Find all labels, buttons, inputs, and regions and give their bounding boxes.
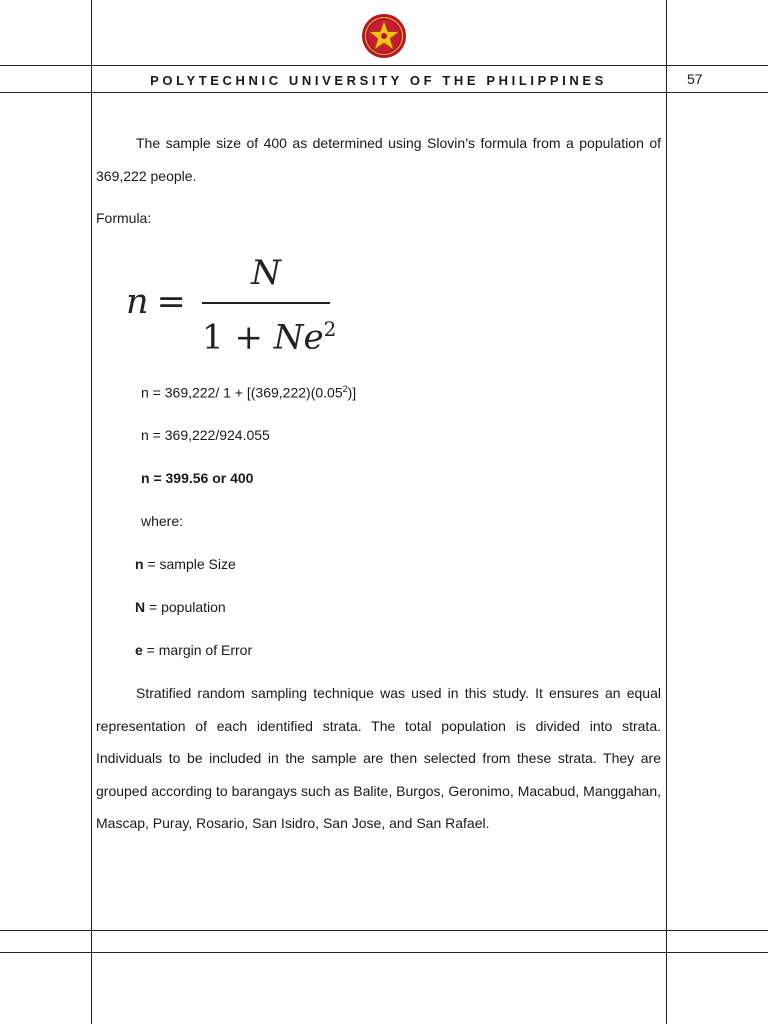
right-margin-line [666,0,667,1024]
definition-text: = population [145,599,226,615]
formula-equals: = [156,282,186,322]
footer-top-rule [0,930,768,931]
formula-lhs-var: n [126,282,149,322]
step1-main: n = 369,222/ 1 + [(369,222)(0.05 [141,384,343,401]
denominator-constant: 1 + [202,317,263,358]
header-bottom-rule [0,92,768,93]
calculation-step-2: n = 369,222/924.055 [141,427,270,443]
definition-text: = sample Size [143,556,236,572]
formula-label: Formula: [96,210,152,226]
step1-end: )] [347,384,357,401]
sampling-text: Stratified random sampling technique was used in this study. It ensures an equal representation of each identified strata. The total population is divided into strata. Individuals to be included in the sample are then selected from these strata. They are grouped according to barangays such as Balite, Burgos, Geronimo, Macabud, Manggahan, Mascap, Puray, Rosario, San Isidro, San Jose, and San Rafael. [96,685,661,832]
intro-paragraph [96,127,661,192]
definition-symbol: n [135,556,144,572]
footer-bottom-rule [0,952,768,953]
intro-text: The sample size of 400 as determined using Slovin’s formula from a population of 369,222 people. [96,135,661,184]
sampling-paragraph [96,677,661,840]
definition-symbol: e [135,642,143,658]
definition-n [135,556,236,572]
step1-exponent: 2 [342,384,348,394]
university-seal-logo [361,13,407,59]
calculation-step-1 [141,384,356,401]
formula-lhs [126,282,186,322]
definition-symbol: N [135,599,146,615]
where-label: where: [141,513,184,529]
formula-fraction [202,250,337,358]
left-margin-line [91,0,92,1024]
definition-N [135,599,226,615]
header-top-rule [0,65,768,66]
formula-numerator: N [251,253,281,293]
denominator-exponent: 2 [323,317,337,341]
formula-denominator [202,304,337,358]
definition-text: = margin of Error [142,642,253,658]
calculation-result: n = 399.56 or 400 [141,470,254,486]
university-title: POLYTECHNIC UNIVERSITY OF THE PHILIPPINES [150,73,607,88]
denominator-variable: Ne [273,317,324,358]
definition-e [135,642,252,658]
page-number: 57 [687,71,703,87]
